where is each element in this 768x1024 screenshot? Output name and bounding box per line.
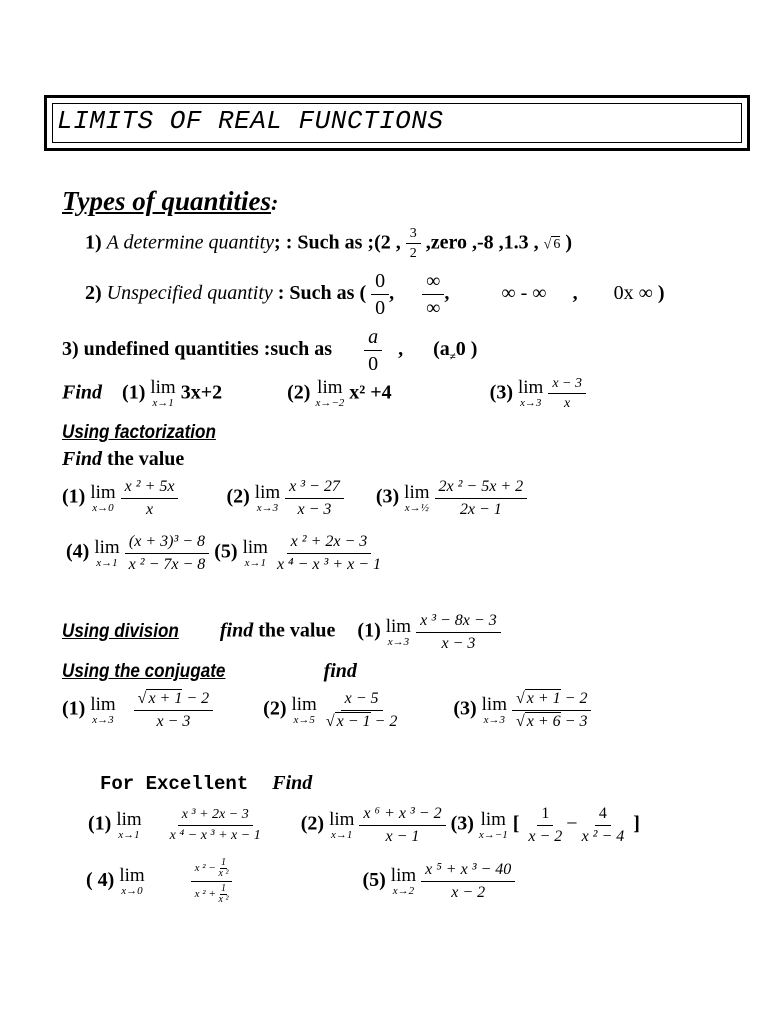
fact-row-2 [66,533,385,573]
fact-1-limit: lim x→0 [90,481,116,514]
find-1-expr: 3x+2 [180,381,223,404]
type-3-label: 3) undefined quantities :such as [62,338,333,361]
title-box [44,95,750,151]
division-1-fraction: $\frac{\text{x ³ − 8x − 3}}{x - 3}$ [416,612,501,652]
exc-4-fraction: x ² − $\frac{1}{\text{x ²}}$ x ² + $\frac{1}{\text{x ²}}$ [191,858,233,905]
limit-2: lim x→−2 [315,377,345,410]
fact-3-number: (3) [375,485,400,508]
excellent-label: For Excellent [100,773,249,795]
type-3-neq: ≠ [449,351,456,364]
exc-3-open-bracket: [ [512,812,520,835]
conjugate-items-row [62,690,591,730]
exc-1-fraction: $\frac{\text{x ³ + 2x − 3}}{\text{x ⁴ − x ³ + x − 1}}$ [169,807,261,843]
division-1-number: (1) [357,619,381,642]
conj-3-limit: lim x→3 [481,693,507,726]
fact-2-number: (2) [226,485,250,508]
division-heading: Using division [62,620,179,642]
fact-5-limit: lim x→1 [242,536,268,569]
conj-1-limit: lim x→3 [90,693,116,726]
fact-1-number: (1) [62,485,86,508]
fact-3-limit: lim x→½ [404,481,430,514]
fact-5-fraction: $\frac{\text{x ² + 2x − 3}}{\text{x ⁴ − x ³ + x − 1}}$ [276,533,381,573]
division-find: find [219,619,254,642]
limit-3: lim x→3 [517,377,544,410]
type-2-label: Unspecified quantity [106,282,273,305]
type-3-condition-close: 0 ) [455,338,478,361]
fact-2-fraction: $\frac{\text{x ³ − 27}}{x - 3}$ [285,478,344,518]
exc-2-number: (2) [300,812,325,835]
type-3-row [62,326,477,375]
type-1-sep: ; : [274,231,293,254]
division-1-limit: lim x→3 [385,615,412,648]
type-2-inf-minus-inf: ∞ - ∞ [501,282,547,305]
type-1-close: ) [565,231,573,254]
types-heading: Types of quantities [62,186,271,216]
type-2-comma-3: , [572,282,578,305]
find-1-number: (1) [122,381,146,404]
division-row [62,612,501,652]
find-2-number: (2) [287,381,311,404]
conj-1-number: (1) [62,697,86,720]
exc-4-limit: lim x→0 [119,865,145,897]
exc-3-number: (3) [450,812,474,835]
fact-4-limit: lim x→1 [94,536,120,569]
division-the-value: the value [258,619,336,642]
type-3-fraction: $\frac{a}{0}$ [364,326,382,375]
exc-5-fraction: $\frac{\text{x ⁵ + x ³ − 40}}{x - 2}$ [421,861,515,901]
type-2-number: 2) [85,282,102,305]
types-colon: : [271,190,279,215]
fact-4-number: (4) [66,540,90,563]
exc-3-fraction-2: $\frac{4}{\text{x ² − 4}}$ [581,805,625,845]
type-1-rest: ,zero ,-8 ,1.3 , [425,231,539,254]
factorization-find: Find [62,448,103,470]
exc-5-limit: lim x→2 [390,865,417,897]
fact-2-limit: lim x→3 [254,481,281,514]
type-1-fraction: $\frac{3}{2}$ [406,226,421,262]
conj-2-number: (2) [263,697,287,720]
type-3-condition: (a [433,338,450,361]
fact-row-1 [62,478,527,518]
type-2-zero-over-zero: $\frac{0}{0}$ [371,270,389,319]
exc-5-number: (5) [362,869,386,892]
exc-3-minus: − [566,812,578,835]
conj-2-limit: lim x→5 [291,693,317,726]
find-3-number: (3) [489,381,513,404]
type-2-zero-times-inf: 0x ∞ [613,282,653,305]
conj-2-fraction: $\frac{x - 5}{√ x - 1 - 2}$ [325,690,398,730]
type-2-close: ) [657,282,665,305]
conjugate-row [62,660,357,683]
factorization-instruction [62,448,184,471]
type-1-such: Such as ;(2 , [297,231,401,254]
page-title: LIMITS OF REAL FUNCTIONS [57,106,444,136]
type-1-row [85,226,572,262]
excellent-row-1 [88,805,640,845]
limit-1: lim x→1 [150,377,176,410]
conjugate-heading: Using the conjugate [62,661,226,682]
fact-5-number: (5) [214,540,238,563]
exc-1-limit: lim x→1 [116,808,142,841]
exc-2-limit: lim x→1 [329,808,355,841]
conj-3-number: (3) [453,697,477,720]
find-3-fraction: $\frac{x - 3}{x}$ [548,376,586,412]
fact-3-fraction: $\frac{\text{2x ² − 5x + 2}}{2x - 1}$ [435,478,528,518]
type-2-inf-over-inf: $\frac{\infty}{\infty}$ [422,270,444,319]
find-2-expr: x² +4 [349,381,392,404]
conjugate-find: find [323,660,357,682]
factorization-the-value: the value [107,448,185,470]
exc-3-close-bracket: ] [633,812,640,835]
factorization-heading: Using factorization [62,422,216,443]
type-1-number: 1) [85,231,102,254]
type-1-label: A determine quantity [106,231,275,254]
type-1-sqrt: √ 6 [543,237,561,253]
type-2-such: : Such as ( [277,282,367,305]
type-2-comma-2: , [444,282,450,305]
excellent-row [100,772,312,795]
exc-2-fraction: $\frac{\text{x ⁶ + x ³ − 2}}{x - 1}$ [359,805,445,845]
excellent-row-2 [86,858,515,905]
exc-1-number: (1) [88,812,112,835]
excellent-find: Find [272,772,313,794]
exc-4-number: ( 4) [86,869,115,892]
conj-1-fraction: $\frac{√ x + 1 - 2}{x - 3}$ [134,690,213,730]
exc-3-limit: lim x→−1 [478,808,508,841]
fact-1-fraction: $\frac{\text{x ² + 5x}}{x}$ [121,478,179,518]
find-row-1 [62,376,586,412]
types-heading-row [62,186,278,217]
exc-3-fraction-1: $\frac{1}{x - 2}$ [528,805,563,845]
type-3-comma: , [398,338,404,361]
conj-3-fraction: $\frac{√ x + 1 - 2}{√ x + 6 - 3}$ [512,690,591,730]
type-2-row [85,270,665,319]
find-label: Find [62,381,103,404]
type-2-comma-1: , [389,282,395,305]
fact-4-fraction: $\frac{\text{(x + 3)³ − 8}}{\text{x ² − 7x − 8}}$ [125,533,210,573]
